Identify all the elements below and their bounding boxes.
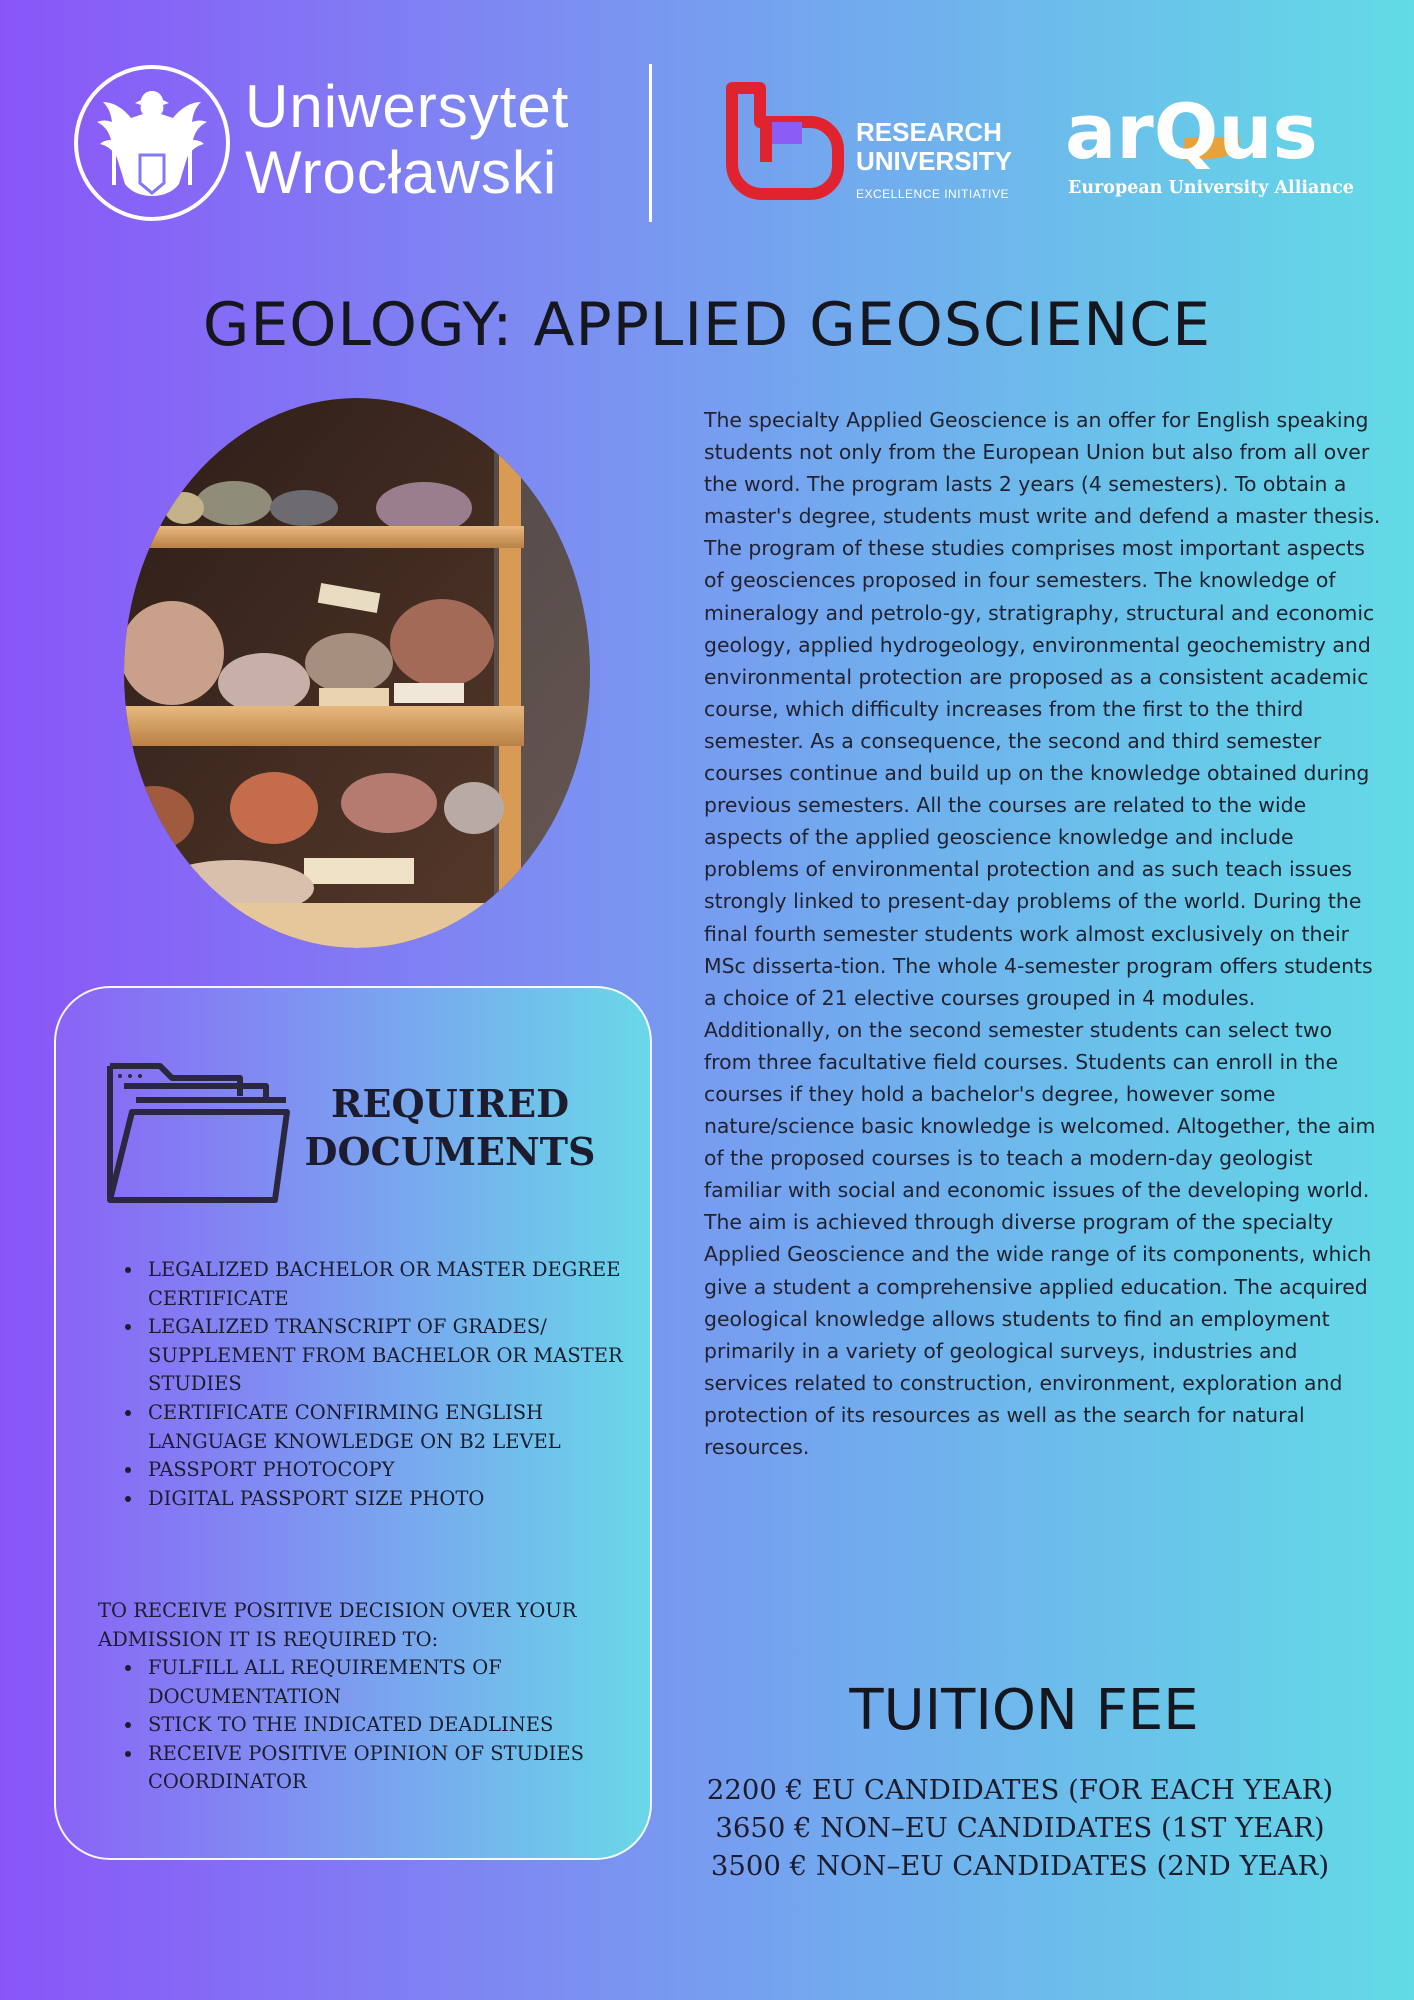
list-item: • FULFILL ALL REQUIREMENTS OF DOCUMENTATION xyxy=(144,1654,634,1711)
header-divider xyxy=(649,64,652,222)
tuition-fee-line: 2200 € EU CANDIDATES (FOR EACH YEAR) xyxy=(706,1774,1334,1806)
research-line1: RESEARCH xyxy=(856,117,1002,147)
list-item: • RECEIVE POSITIVE OPINION OF STUDIES COORDINATOR xyxy=(144,1740,634,1797)
list-item: • LEGALIZED TRANSCRIPT OF GRADES/ SUPPLEMENT FROM BACHELOR OR MASTER STUDIES xyxy=(144,1313,624,1399)
documents-title-line1: REQUIRED xyxy=(330,1081,570,1126)
tuition-fee-list xyxy=(640,1771,1400,1885)
admission-requirements-intro: TO RECEIVE POSITIVE DECISION OVER YOUR ADMISSION IT IS REQUIRED TO: xyxy=(98,1599,577,1651)
folder-icon xyxy=(106,1060,292,1205)
research-line2: UNIVERSITY xyxy=(856,146,1013,176)
documents-title-line2: DOCUMENTS xyxy=(304,1129,596,1174)
tuition-fee-line: 3650 € NON–EU CANDIDATES (1ST YEAR) xyxy=(715,1812,1325,1844)
page-title: GEOLOGY: APPLIED GEOSCIENCE xyxy=(202,290,1212,360)
list-item: • PASSPORT PHOTOCOPY xyxy=(144,1456,624,1485)
university-crest-logo xyxy=(72,63,232,223)
list-item: • LEGALIZED BACHELOR OR MASTER DEGREE CERTIFICATE xyxy=(144,1256,624,1313)
admission-requirements-list xyxy=(120,1654,634,1797)
list-item: • STICK TO THE INDICATED DEADLINES xyxy=(144,1711,634,1740)
university-name-line2: Wrocławski xyxy=(245,139,558,206)
rock-shelves-illustration xyxy=(124,398,590,948)
tuition-fee-title: TUITION FEE xyxy=(849,1678,1199,1743)
list-item: • CERTIFICATE CONFIRMING ENGLISH LANGUAGE KNOWLEDGE ON B2 LEVEL xyxy=(144,1399,624,1456)
arqus-tagline: European University Alliance xyxy=(1068,178,1354,198)
excellence-initiative-label: EXCELLENCE INITIATIVE xyxy=(856,187,1009,201)
rock-collection-photo xyxy=(124,398,590,948)
university-name-line1: Uniwersytet xyxy=(245,73,570,140)
arqus-logo xyxy=(1065,88,1350,176)
arqus-wordmark: arQus xyxy=(1065,88,1318,176)
research-university-logo-mark xyxy=(722,78,847,203)
required-documents-list xyxy=(120,1256,624,1513)
program-description: The specialty Applied Geoscience is an offer for English speaking students not only from the European Union but also from all over the word. The program lasts 2 years (4 semesters). To obtain a master's degree, students must write and defend a master thesis. The program of these studies comprises most important aspects of geosciences proposed in four semesters. The knowledge of mineralogy and petrolo-gy, stratigraphy, structural and economic geology, applied hydrogeology, environmental geochemistry and environmental protection are proposed as a consistent academic course, which difficulty increases from the first to the third semester. As a consequence, the second and third semester courses continue and build up on the knowledge obtained during previous semesters. All the courses are related to the wide aspects of the applied geoscience knowledge and include problems of environmental protection and as such teach issues strongly linked to present-day problems of the world. During the final fourth semester students work almost exclusively on their MSc disserta-tion. The whole 4-semester program offers students a choice of 21 elective courses grouped in 4 modules. Additionally, on the second semester students can select two from three facultative field courses. Students can enroll in the courses if they hold a bachelor's degree, however some nature/science basic knowledge is welcomed. Altogether, the aim of the proposed courses is to teach a modern-day geologist familiar with social and economic issues of the developing world. The aim is achieved through diverse program of the specialty Applied Geoscience and the wide range of its components, which give a student a comprehensive applied education. The acquired geological knowledge allows students to find an employment primarily in a variety of geological surveys, industries and services related to construction, environment, exploration and protection of its resources as well as the search for natural resources. xyxy=(704,408,1381,1459)
list-item: • DIGITAL PASSPORT SIZE PHOTO xyxy=(144,1485,624,1514)
research-university-title xyxy=(856,118,1012,176)
required-documents-title xyxy=(300,1080,600,1176)
tuition-fee-line: 3500 € NON–EU CANDIDATES (2ND YEAR) xyxy=(710,1850,1330,1882)
university-name xyxy=(245,74,569,206)
